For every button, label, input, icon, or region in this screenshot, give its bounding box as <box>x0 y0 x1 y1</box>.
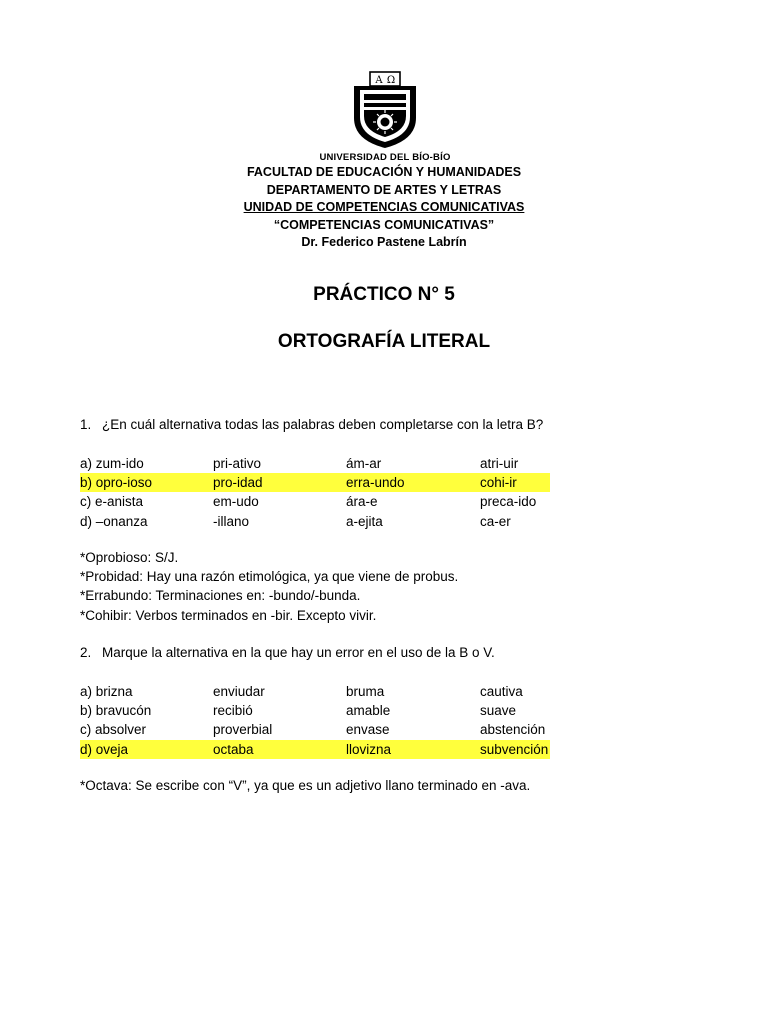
option-cell: d) –onanza <box>80 513 148 529</box>
option-row-a <box>80 454 550 473</box>
option-cell: enviudar <box>213 684 265 699</box>
option-cell: cohi-ir <box>480 475 517 491</box>
professor-name: Dr. Federico Pastene Labrín <box>301 235 467 250</box>
question-text: ¿En cuál alternativa todas las palabras deben completarse con la letra B? <box>102 417 544 432</box>
option-cell: recibió <box>213 703 253 719</box>
option-row-a <box>80 682 550 701</box>
option-cell: erra-undo <box>346 475 405 491</box>
option-cell: ca-er <box>480 513 511 529</box>
department-name: DEPARTAMENTO DE ARTES Y LETRAS <box>266 182 502 197</box>
university-shield-icon <box>350 70 420 150</box>
option-cell: -illano <box>213 513 250 529</box>
option-cell: pri-ativo <box>213 456 262 471</box>
option-cell: ára-e <box>346 494 378 510</box>
practice-title: PRÁCTICO N° 5 <box>313 284 455 305</box>
faculty-header <box>0 164 768 252</box>
option-row-c <box>80 492 550 511</box>
option-cell: pro-idad <box>213 475 263 491</box>
faculty-name: FACULTAD DE EDUCACIÓN Y HUMANIDADES <box>246 165 522 179</box>
question-2 <box>80 645 495 660</box>
option-cell: bruma <box>346 684 385 699</box>
option-cell: a-ejita <box>346 513 383 529</box>
question-number: 1. <box>80 417 92 432</box>
question-2-options <box>80 682 550 759</box>
shield-letter-alpha: A <box>375 75 383 86</box>
option-cell: em-udo <box>213 494 259 510</box>
option-cell: suave <box>480 703 517 719</box>
option-cell: subvención <box>480 741 549 757</box>
university-logo <box>300 70 470 163</box>
option-cell: abstención <box>480 722 546 738</box>
option-row-b-highlighted <box>80 473 550 492</box>
course-name: “COMPETENCIAS COMUNICATIVAS” <box>273 217 495 232</box>
note-line: *Oprobioso: S/J. <box>80 550 179 565</box>
option-cell: b) bravucón <box>80 703 152 719</box>
option-cell: octaba <box>213 741 254 757</box>
option-cell: preca-ido <box>480 494 537 510</box>
option-row-d <box>80 512 550 531</box>
university-name: UNIVERSIDAD DEL BÍO-BÍO <box>319 152 451 163</box>
question-2-notes <box>80 776 530 795</box>
note-line: *Errabundo: Terminaciones en: -bundo/-bunda. <box>80 588 361 604</box>
question-1 <box>80 417 543 432</box>
question-text: Marque la alternativa en la que hay un error en el uso de la B o V. <box>102 645 495 660</box>
question-1-notes <box>80 548 458 625</box>
shield-letter-omega: Ω <box>386 75 396 86</box>
unit-name: UNIDAD DE COMPETENCIAS COMUNICATIVAS <box>243 200 525 215</box>
note-line: *Cohibir: Verbos terminados en -bir. Excepto vivir. <box>80 607 377 623</box>
option-cell: envase <box>346 722 390 738</box>
option-cell: d) oveja <box>80 741 129 757</box>
question-1-options <box>80 454 550 531</box>
note-line: *Octava: Se escribe con “V”, ya que es un adjetivo llano terminado en -ava. <box>80 778 531 793</box>
option-cell: a) brizna <box>80 684 133 699</box>
topic-title: ORTOGRAFÍA LITERAL <box>277 331 491 352</box>
option-row-c <box>80 720 550 739</box>
option-cell: ám-ar <box>346 456 382 471</box>
option-cell: atri-uir <box>480 456 519 471</box>
option-row-d-highlighted <box>80 740 550 759</box>
option-cell: c) absolver <box>80 722 147 738</box>
option-cell: a) zum-ido <box>80 456 144 471</box>
option-cell: amable <box>346 703 391 719</box>
option-cell: cautiva <box>480 684 523 699</box>
option-cell: proverbial <box>213 722 273 738</box>
option-cell: c) e-anista <box>80 494 144 510</box>
option-cell: llovizna <box>346 741 392 757</box>
option-row-b <box>80 701 550 720</box>
note-line: *Probidad: Hay una razón etimológica, ya que viene de probus. <box>80 569 459 585</box>
option-cell: b) opro-ioso <box>80 475 153 491</box>
question-number: 2. <box>80 645 92 660</box>
